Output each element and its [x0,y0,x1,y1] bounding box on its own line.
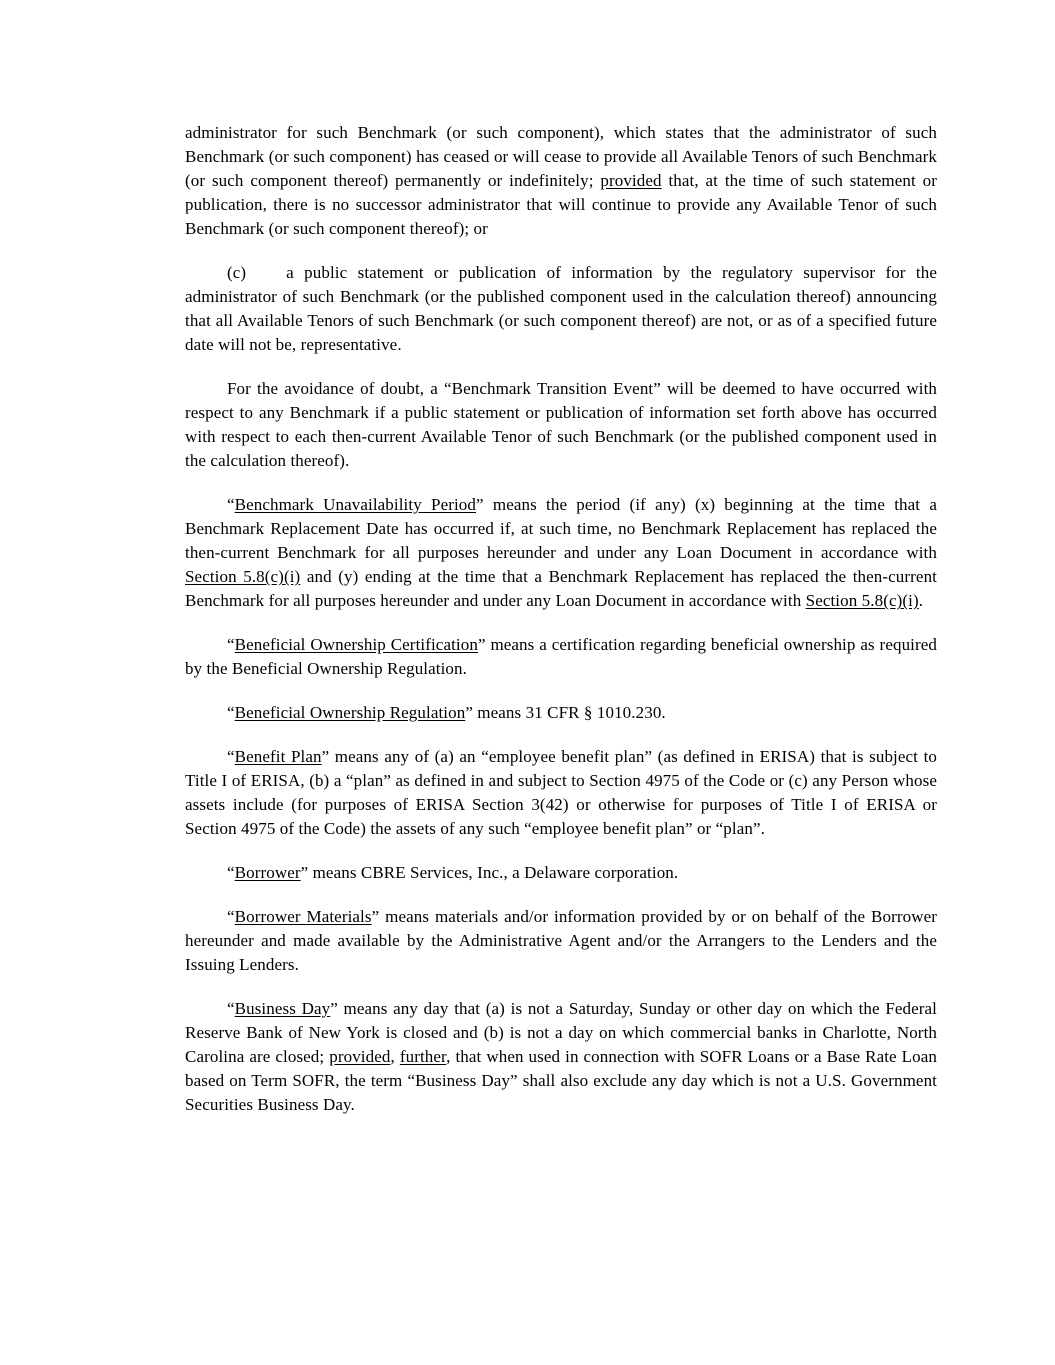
text-run: “ [227,495,235,514]
defined-term: provided [600,171,662,190]
text-run: ” means a certification regarding beneficial ownership as required by the Beneficial Ownership Regulation. [185,635,942,678]
document-body [185,121,942,1137]
text-run: ” means any day that (a) is not a Saturday, Sunday or other day on which the Federal Reserve Bank of New York is closed and (b) is not a day on which commercial banks in Charlotte, North Carolina are closed; [185,999,942,1066]
paragraph [185,745,942,841]
text-run: ” means any of (a) an “employee benefit plan” (as defined in ERISA) that is subject to Title I of ERISA, (b) a “plan” as defined in and subject to Section 4975 of the Code or (c) any Person whose assets include (for purposes of ERISA Section 3(42) or otherwise for purposes of Title I of ERISA or Section 4975 of the Code) the assets of any such “employee benefit plan” or “plan”. [185,747,942,838]
text-run: ” means CBRE Services, Inc., a Delaware corporation. [300,863,679,882]
text-run: For the avoidance of doubt, a “Benchmark Transition Event” will be deemed to have occurred with respect to any Benchmark if a public statement or publication of information set forth above has occurred with respect to each then-current Available Tenor of such Benchmark (or the published component used in the calculation thereof). [185,379,942,470]
defined-term: Section 5.8(c)(i) [185,567,301,586]
defined-term: Business Day [234,999,331,1018]
text-run: ” means 31 CFR § 1010.230. [465,703,666,722]
text-run: , [390,1047,400,1066]
paragraph [185,701,937,725]
defined-term: further [399,1047,447,1066]
text-run: “ [227,907,235,926]
text-run: ” means the period (if any) (x) beginning at the time that a Benchmark Replacement Date has occurred if, at such time, no Benchmark Replacement has replaced the then-current Benchmark for all purposes hereunder and under any Loan Document in accordance with [185,495,942,562]
paragraph [185,633,942,681]
text-run: ” means materials and/or information provided by or on behalf of the Borrower hereunder and made available by the Administrative Agent and/or the Arrangers to the Lenders and the Issuing Lenders. [185,907,942,974]
text-run: “ [227,863,235,882]
text-run: “ [227,999,235,1018]
defined-term: Beneficial Ownership Regulation [234,703,466,722]
text-run: . [918,591,924,610]
text-run: , that when used in connection with SOFR Loans or a Base Rate Loan based on Term SOFR, the term “Business Day” shall also exclude any day which is not a U.S. Government Securities Business Day. [185,1047,942,1114]
paragraph [185,493,942,613]
defined-term: Benchmark Unavailability Period [234,495,476,514]
text-run: administrator for such Benchmark (or such component), which states that the administrator of such Benchmark (or such component) has ceased or will cease to provide all Available Tenors of such Benchmark (or such component thereof) permanently or indefinitely; [185,123,942,190]
text-run: and (y) ending at the time that a Benchmark Replacement has replaced the then-current Benchmark for all purposes hereunder and under any Loan Document in accordance with [185,567,942,610]
paragraph [185,997,942,1117]
text-run: (c) [227,263,247,282]
text-run: that, at the time of such statement or publication, there is no successor administrator that will continue to provide any Available Tenor of such Benchmark (or such component thereof); or [185,171,942,238]
defined-term: Section 5.8(c)(i) [805,591,919,610]
defined-term: provided [329,1047,391,1066]
defined-term: Benefit Plan [234,747,322,766]
defined-term: Borrower [234,863,301,882]
paragraph [185,861,937,885]
defined-term: Borrower Materials [234,907,372,926]
paragraph [185,261,942,357]
defined-term: Beneficial Ownership Certification [234,635,478,654]
text-run: “ [227,747,235,766]
paragraph [185,905,942,977]
text-run: “ [227,635,235,654]
text-run: “ [227,703,235,722]
text-run: a public statement or publication of information by the regulatory supervisor for the administrator of such Benchmark (or the published component used in the calculation thereof) announcing that all Available Tenors of such Benchmark (or such component thereof) are not, or as of a specified future date will not be, representative. [185,263,942,354]
paragraph [185,121,942,241]
paragraph [185,377,942,473]
